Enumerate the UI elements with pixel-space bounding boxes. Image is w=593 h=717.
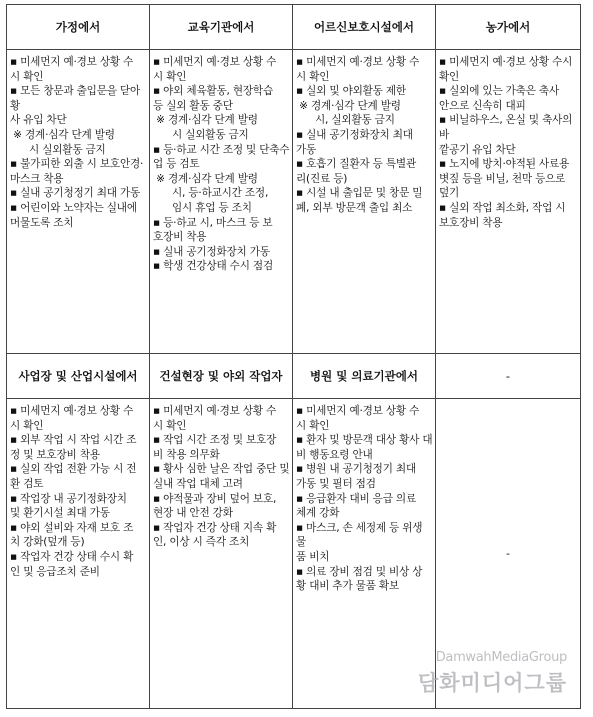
list-item: ▪ 실내 공기청정기 최대 가동 xyxy=(10,187,141,200)
list-item: ▪ 등·하교 시, 마스크 등 보 호장비 착용 xyxy=(153,216,273,244)
list-item: ▪ 모든 창문과 출입문을 닫아 황 사 유입 차단 xyxy=(10,85,141,127)
list-item: ▪ 시설 내 출입문 및 창문 밀 폐, 외부 방문객 출입 최소 xyxy=(296,187,423,214)
list-item: ▪ 등·하교 시간 조정 및 단축수 업 등 검토 xyxy=(153,143,290,171)
list-item: ▪ 미세먼지 예·경보 상황 수 시 확인 xyxy=(153,405,277,432)
list-item: ▪ 실외에 있는 가축은 축사 안으로 신속히 대피 xyxy=(439,85,559,112)
cell-farm xyxy=(436,50,581,354)
header-farm: 농가에서 xyxy=(436,5,581,50)
list-item: ▪ 실외 및 야외활동 제한 xyxy=(296,85,406,98)
list-item: ▪ 미세먼지 예·경보 상황 수 시 확인 xyxy=(10,56,134,83)
cell-education xyxy=(150,50,293,354)
list-item: ▪ 미세먼지 예·경보 상황 수시 확인 xyxy=(439,56,573,83)
header-home: 가정에서 xyxy=(7,5,150,50)
list-item: ▪ 미세먼지 예·경보 상황 수 시 확인 xyxy=(153,56,277,83)
cell-industrial xyxy=(7,399,150,709)
list-item: ▪ 노지에 방치·야적된 사료용 볏짚 등을 비닐, 천막 등으로 덮기 xyxy=(439,158,570,200)
watermark xyxy=(418,650,567,697)
header-industrial: 사업장 및 산업시설에서 xyxy=(7,354,150,399)
cell-home xyxy=(7,50,150,354)
list-item: ▪ 미세먼지 예·경보 상황 수 시 확인 xyxy=(296,405,420,432)
header-education: 교육기관에서 xyxy=(150,5,293,50)
list-item: ▪ 미세먼지 예·경보 상황 수 시 확인 xyxy=(296,56,420,83)
list-item: ▪ 마스크, 손 세정제 등 위생 물 품 비치 xyxy=(296,521,423,563)
list-item: ▪ 실외 작업 전환 가능 시 전 환 검토 xyxy=(10,463,137,490)
header-row-2 xyxy=(7,354,581,399)
watermark-english: DamwahMediaGroup xyxy=(435,650,567,665)
list-item: ▪ 실내 공기정화장치 최대 가동 xyxy=(296,128,413,156)
list-item: ※ 경계·심각 단계 발령 시, 등·하교시간 조정, 임시 휴업 등 조치 xyxy=(156,172,269,214)
list-item: ▪ 불가피한 외출 시 보호안경· 마스크 착용 xyxy=(10,158,144,185)
list-item: ▪ 작업장 내 공기정화장치 및 환기시설 최대 가동 xyxy=(10,492,127,520)
header-row-1 xyxy=(7,5,581,50)
header-hospital: 병원 및 의료기관에서 xyxy=(293,354,436,399)
content-row-1 xyxy=(7,50,581,354)
list-item: ※ 경계·심각 단계 발령 시 실외활동 금지 xyxy=(13,128,115,156)
list-item: ▪ 미세먼지 예·경보 상황 수 시 확인 xyxy=(10,405,134,432)
list-item: ▪ 야외 설비와 자재 보호 조 치 강화(덮개 등) xyxy=(10,521,134,549)
list-item: ▪ 실외 작업 최소화, 작업 시 보호장비 착용 xyxy=(439,201,566,229)
cell-senior-facility xyxy=(293,50,436,354)
list-item: ▪ 응급환자 대비 응급 의료 체계 강화 xyxy=(296,492,416,520)
list-item: ▪ 어린이와 노약자는 실내에 머물도록 조치 xyxy=(10,201,137,229)
cell-construction xyxy=(150,399,293,709)
list-item: ▪ 학생 건강상태 수시 점검 xyxy=(153,260,273,273)
list-item: ▪ 환자 및 방문객 대상 황사 대 비 행동요령 안내 xyxy=(296,434,433,461)
watermark-korean: 담화미디어그룹 xyxy=(417,671,567,695)
cell-hospital xyxy=(293,399,436,709)
header-empty: - xyxy=(436,354,581,399)
header-construction: 건설현장 및 야외 작업자 xyxy=(150,354,293,399)
list-item: ※ 경계·심각 단계 발령 시, 실외활동 금지 xyxy=(299,99,401,127)
header-senior-facility: 어르신보호시설에서 xyxy=(293,5,436,50)
list-item: ▪ 의료 장비 점검 및 비상 상 황 대비 추가 물품 확보 xyxy=(296,565,423,593)
list-item: ▪ 병원 내 공기청정기 최대 가동 및 필터 점검 xyxy=(296,463,416,490)
guideline-table xyxy=(6,4,581,709)
list-item: ▪ 작업 시간 조정 및 보호장 비 착용 의무화 xyxy=(153,434,277,461)
cell-empty: - xyxy=(436,399,581,709)
list-item: ▪ 작업자 건강 상태 지속 확 인, 이상 시 즉각 조치 xyxy=(153,521,277,549)
list-item: ▪ 비닐하우스, 온실 및 축사의 바 깥공기 유입 차단 xyxy=(439,114,573,156)
list-item: ▪ 작업자 건강 상태 수시 확 인 및 응급조치 준비 xyxy=(10,550,134,578)
list-item: ▪ 실내 공기정화장치 가동 xyxy=(153,245,270,258)
list-item: ▪ 황사 심한 날은 작업 중단 및 실내 작업 대체 고려 xyxy=(153,463,290,490)
list-item: ▪ 야적물과 장비 덮어 보호, 현장 내 안전 강화 xyxy=(153,492,277,520)
list-item: ※ 경계·심각 단계 발령 시 실외활동 금지 xyxy=(156,114,258,141)
list-item: ▪ 호흡기 질환자 등 특별관 리(진료 등) xyxy=(296,158,416,185)
list-item: ▪ 외부 작업 시 작업 시간 조 정 및 보호장비 착용 xyxy=(10,434,137,461)
list-item: ▪ 야외 체육활동, 현장학습 등 실외 활동 중단 xyxy=(153,85,273,112)
